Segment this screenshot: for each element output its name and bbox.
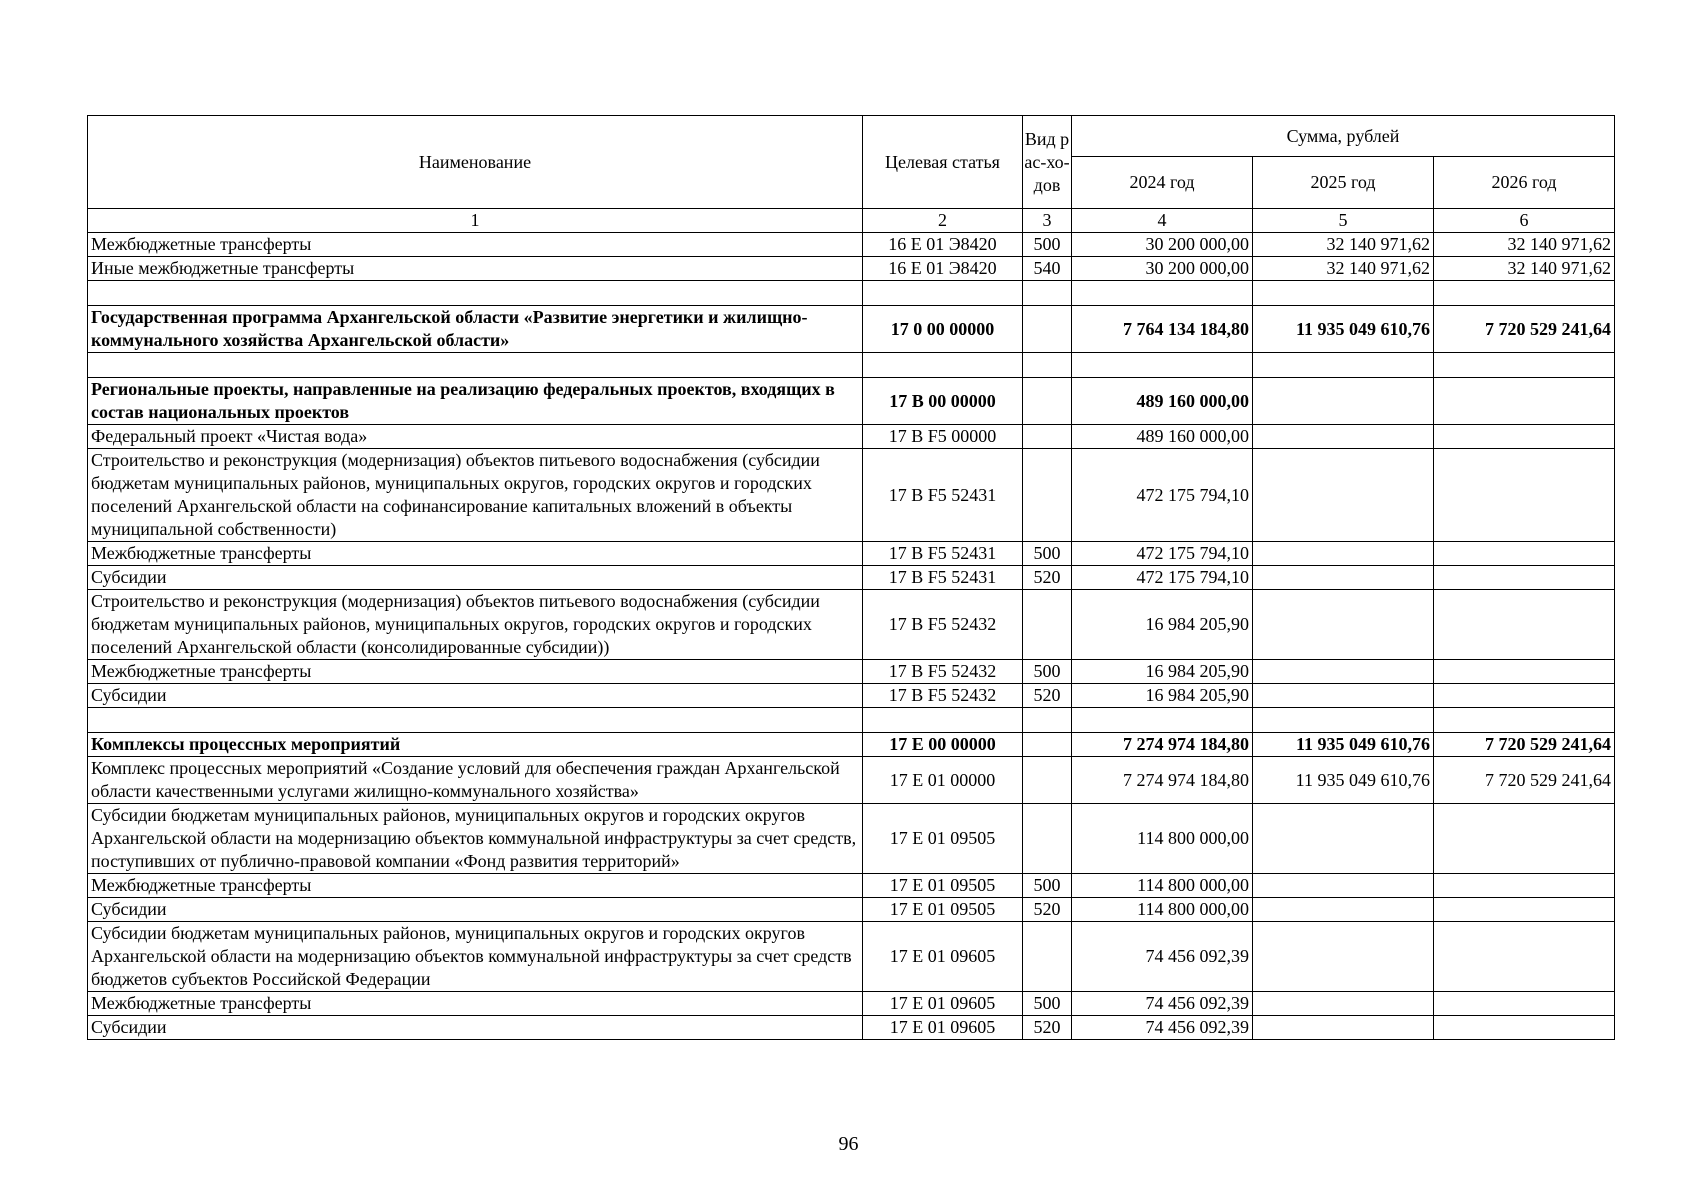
row-expense-type: 500 [1023, 660, 1072, 684]
row-amount-2026 [1434, 874, 1615, 898]
row-expense-type [1023, 922, 1072, 992]
row-target-article: 17 0 00 00000 [863, 306, 1023, 353]
row-amount-2026 [1434, 708, 1615, 733]
row-target-article: 17 Е 01 09605 [863, 922, 1023, 992]
row-amount-2025 [1253, 542, 1434, 566]
row-expense-type [1023, 353, 1072, 378]
row-target-article: 17 Е 01 00000 [863, 757, 1023, 804]
row-name: Строительство и реконструкция (модернизация) объектов питьевого водоснабжения (субсидии бюджетам муниципальных районов, муниципальных округов, городских округов и городских поселений Архангельской области на софинансирование капитальных вложений в объекты муниципальной собственности) [88, 449, 863, 542]
row-target-article: 17 В F5 52432 [863, 684, 1023, 708]
row-amount-2026 [1434, 898, 1615, 922]
column-number: 3 [1023, 209, 1072, 233]
header-sum: Сумма, рублей [1072, 116, 1615, 157]
row-name: Субсидии [88, 1016, 863, 1040]
row-target-article: 17 В 00 00000 [863, 378, 1023, 425]
row-expense-type: 500 [1023, 233, 1072, 257]
table-row [88, 992, 1615, 1016]
row-amount-2024: 114 800 000,00 [1072, 898, 1253, 922]
row-name: Строительство и реконструкция (модернизация) объектов питьевого водоснабжения (субсидии бюджетам муниципальных районов, муниципальных округов, городских округов и городских поселений Архангельской области (консолидированные субсидии)) [88, 590, 863, 660]
row-amount-2026 [1434, 542, 1615, 566]
row-amount-2024: 30 200 000,00 [1072, 233, 1253, 257]
row-target-article: 17 В F5 52432 [863, 590, 1023, 660]
row-amount-2026 [1434, 449, 1615, 542]
column-number: 1 [88, 209, 863, 233]
row-amount-2025 [1253, 353, 1434, 378]
row-amount-2024: 30 200 000,00 [1072, 257, 1253, 281]
table-row [88, 257, 1615, 281]
row-amount-2026 [1434, 353, 1615, 378]
row-target-article: 17 В F5 52431 [863, 542, 1023, 566]
table-row [88, 542, 1615, 566]
row-amount-2025: 32 140 971,62 [1253, 233, 1434, 257]
row-amount-2025 [1253, 660, 1434, 684]
row-amount-2025 [1253, 992, 1434, 1016]
row-amount-2024 [1072, 353, 1253, 378]
row-target-article: 16 Е 01 Э8420 [863, 233, 1023, 257]
row-amount-2026 [1434, 1016, 1615, 1040]
row-amount-2024: 7 274 974 184,80 [1072, 733, 1253, 757]
row-amount-2026: 7 720 529 241,64 [1434, 733, 1615, 757]
page-number: 96 [838, 1133, 859, 1155]
table-row [88, 684, 1615, 708]
row-expense-type [1023, 590, 1072, 660]
table-row [88, 733, 1615, 757]
row-expense-type: 500 [1023, 992, 1072, 1016]
row-name: Федеральный проект «Чистая вода» [88, 425, 863, 449]
column-number: 2 [863, 209, 1023, 233]
row-name: Субсидии [88, 898, 863, 922]
column-number: 4 [1072, 209, 1253, 233]
row-amount-2024: 472 175 794,10 [1072, 449, 1253, 542]
row-expense-type [1023, 733, 1072, 757]
row-amount-2024: 472 175 794,10 [1072, 542, 1253, 566]
row-target-article: 17 Е 01 09605 [863, 992, 1023, 1016]
header-year-2025: 2025 год [1253, 157, 1434, 209]
table-row [88, 233, 1615, 257]
column-number-row [88, 209, 1615, 233]
row-target-article: 17 В F5 52432 [863, 660, 1023, 684]
header-name: Наименование [88, 116, 863, 209]
row-expense-type: 520 [1023, 684, 1072, 708]
table-row [88, 804, 1615, 874]
row-amount-2025: 11 935 049 610,76 [1253, 757, 1434, 804]
row-amount-2026: 7 720 529 241,64 [1434, 757, 1615, 804]
row-amount-2025 [1253, 1016, 1434, 1040]
row-name [88, 353, 863, 378]
row-target-article [863, 353, 1023, 378]
row-target-article: 17 Е 01 09505 [863, 804, 1023, 874]
row-name: Комплексы процессных мероприятий [88, 733, 863, 757]
row-amount-2025 [1253, 684, 1434, 708]
row-name: Субсидии [88, 684, 863, 708]
row-expense-type [1023, 708, 1072, 733]
header-year-2024: 2024 год [1072, 157, 1253, 209]
row-expense-type: 500 [1023, 874, 1072, 898]
row-amount-2024: 489 160 000,00 [1072, 425, 1253, 449]
row-amount-2025 [1253, 804, 1434, 874]
column-number: 5 [1253, 209, 1434, 233]
row-amount-2025 [1253, 566, 1434, 590]
row-amount-2024: 7 764 134 184,80 [1072, 306, 1253, 353]
row-expense-type: 520 [1023, 898, 1072, 922]
row-target-article: 17 Е 00 00000 [863, 733, 1023, 757]
row-name: Иные межбюджетные трансферты [88, 257, 863, 281]
row-amount-2026: 32 140 971,62 [1434, 257, 1615, 281]
row-target-article [863, 281, 1023, 306]
table-row [88, 449, 1615, 542]
row-target-article [863, 708, 1023, 733]
table-row [88, 922, 1615, 992]
table-row [88, 306, 1615, 353]
row-amount-2025 [1253, 874, 1434, 898]
header-year-2026: 2026 год [1434, 157, 1615, 209]
row-amount-2026 [1434, 281, 1615, 306]
row-amount-2026 [1434, 804, 1615, 874]
row-amount-2025: 11 935 049 610,76 [1253, 733, 1434, 757]
row-name: Межбюджетные трансферты [88, 874, 863, 898]
row-expense-type: 520 [1023, 1016, 1072, 1040]
table-row [88, 425, 1615, 449]
row-name: Субсидии бюджетам муниципальных районов, муниципальных округов и городских округов Архангельской области на модернизацию объектов коммунальной инфраструктуры за счет средств, поступивших от публично-правовой компании «Фонд развития территорий» [88, 804, 863, 874]
table-row [88, 378, 1615, 425]
row-expense-type [1023, 449, 1072, 542]
row-amount-2024: 16 984 205,90 [1072, 590, 1253, 660]
row-expense-type: 520 [1023, 566, 1072, 590]
row-amount-2025: 11 935 049 610,76 [1253, 306, 1434, 353]
row-name: Региональные проекты, направленные на реализацию федеральных проектов, входящих в состав национальных проектов [88, 378, 863, 425]
row-amount-2024: 7 274 974 184,80 [1072, 757, 1253, 804]
table-row [88, 757, 1615, 804]
row-amount-2024: 74 456 092,39 [1072, 992, 1253, 1016]
row-name [88, 281, 863, 306]
row-expense-type [1023, 425, 1072, 449]
row-amount-2024: 114 800 000,00 [1072, 874, 1253, 898]
row-target-article: 17 Е 01 09605 [863, 1016, 1023, 1040]
row-target-article: 17 Е 01 09505 [863, 874, 1023, 898]
row-target-article: 17 В F5 00000 [863, 425, 1023, 449]
row-amount-2025 [1253, 449, 1434, 542]
table-row [88, 590, 1615, 660]
row-amount-2025 [1253, 898, 1434, 922]
table-row [88, 1016, 1615, 1040]
row-expense-type: 500 [1023, 542, 1072, 566]
row-target-article: 17 Е 01 09505 [863, 898, 1023, 922]
column-number: 6 [1434, 209, 1615, 233]
row-amount-2025 [1253, 590, 1434, 660]
row-amount-2026 [1434, 992, 1615, 1016]
budget-table [87, 115, 1615, 1040]
table-row [88, 566, 1615, 590]
row-amount-2025 [1253, 922, 1434, 992]
row-amount-2025 [1253, 378, 1434, 425]
row-name: Государственная программа Архангельской области «Развитие энергетики и жилищно-коммунального хозяйства Архангельской области» [88, 306, 863, 353]
row-amount-2025 [1253, 425, 1434, 449]
row-amount-2025 [1253, 281, 1434, 306]
row-amount-2026: 7 720 529 241,64 [1434, 306, 1615, 353]
row-amount-2026 [1434, 425, 1615, 449]
row-expense-type [1023, 306, 1072, 353]
row-amount-2026 [1434, 684, 1615, 708]
row-amount-2024: 16 984 205,90 [1072, 660, 1253, 684]
row-amount-2024: 114 800 000,00 [1072, 804, 1253, 874]
header-target-article: Целевая статья [863, 116, 1023, 209]
table-body [88, 233, 1615, 1040]
row-name: Межбюджетные трансферты [88, 660, 863, 684]
row-name: Межбюджетные трансферты [88, 992, 863, 1016]
row-amount-2026: 32 140 971,62 [1434, 233, 1615, 257]
row-expense-type [1023, 378, 1072, 425]
row-amount-2024 [1072, 708, 1253, 733]
row-amount-2024 [1072, 281, 1253, 306]
row-name: Межбюджетные трансферты [88, 233, 863, 257]
row-amount-2024: 472 175 794,10 [1072, 566, 1253, 590]
row-amount-2026 [1434, 922, 1615, 992]
row-name: Межбюджетные трансферты [88, 542, 863, 566]
row-name: Субсидии [88, 566, 863, 590]
row-amount-2024: 16 984 205,90 [1072, 684, 1253, 708]
row-amount-2024: 74 456 092,39 [1072, 1016, 1253, 1040]
row-name [88, 708, 863, 733]
row-amount-2024: 74 456 092,39 [1072, 922, 1253, 992]
row-target-article: 17 В F5 52431 [863, 449, 1023, 542]
row-amount-2026 [1434, 378, 1615, 425]
row-name: Субсидии бюджетам муниципальных районов, муниципальных округов и городских округов Архангельской области на модернизацию объектов коммунальной инфраструктуры за счет средств бюджетов субъектов Российской Федерации [88, 922, 863, 992]
row-expense-type [1023, 757, 1072, 804]
row-amount-2025: 32 140 971,62 [1253, 257, 1434, 281]
table-row [88, 281, 1615, 306]
row-expense-type [1023, 804, 1072, 874]
row-amount-2026 [1434, 566, 1615, 590]
row-amount-2026 [1434, 590, 1615, 660]
table-row [88, 660, 1615, 684]
row-amount-2026 [1434, 660, 1615, 684]
table-row [88, 874, 1615, 898]
row-name: Комплекс процессных мероприятий «Создание условий для обеспечения граждан Архангельской области качественными услугами жилищно-коммунального хозяйства» [88, 757, 863, 804]
header-expense-type: Вид рас-хо-дов [1023, 116, 1072, 209]
table-row [88, 353, 1615, 378]
row-amount-2024: 489 160 000,00 [1072, 378, 1253, 425]
row-amount-2025 [1253, 708, 1434, 733]
row-target-article: 16 Е 01 Э8420 [863, 257, 1023, 281]
table-row [88, 898, 1615, 922]
table-row [88, 708, 1615, 733]
row-expense-type [1023, 281, 1072, 306]
row-target-article: 17 В F5 52431 [863, 566, 1023, 590]
row-expense-type: 540 [1023, 257, 1072, 281]
